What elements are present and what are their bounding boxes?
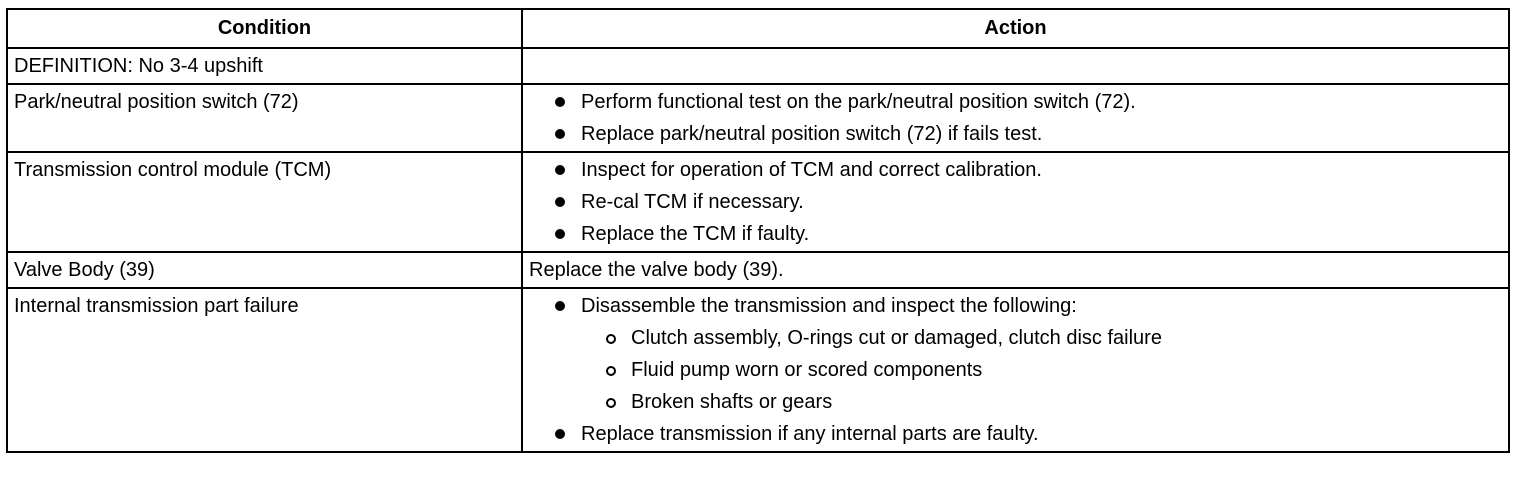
condition-header: Condition <box>7 9 522 48</box>
hollow-circle-bullet-icon <box>606 334 616 344</box>
hollow-circle-bullet-icon <box>606 398 616 408</box>
action-cell <box>522 288 1509 452</box>
condition-cell: Park/neutral position switch (72) <box>7 84 522 152</box>
action-text: Replace the TCM if faulty. <box>581 223 810 245</box>
condition-cell: Internal transmission part failure <box>7 288 522 452</box>
definition-row <box>7 48 1509 84</box>
table-row <box>7 288 1509 452</box>
action-list <box>529 86 1508 150</box>
table-row <box>7 252 1509 288</box>
action-text: Inspect for operation of TCM and correct calibration. <box>581 159 1042 181</box>
action-list <box>529 154 1508 250</box>
action-text: Replace park/neutral position switch (72) if fails test. <box>581 123 1043 145</box>
sub-action-list <box>581 322 1508 418</box>
action-item <box>551 118 1508 150</box>
table-row <box>7 84 1509 152</box>
table-row <box>7 152 1509 252</box>
filled-circle-bullet-icon <box>555 301 565 311</box>
sub-action-text: Clutch assembly, O-rings cut or damaged, clutch disc failure <box>631 327 1162 349</box>
action-cell: Replace the valve body (39). <box>522 252 1509 288</box>
action-text: Replace transmission if any internal parts are faulty. <box>581 423 1039 445</box>
action-item <box>551 290 1508 418</box>
action-item <box>551 218 1508 250</box>
action-item <box>551 418 1508 450</box>
action-cell <box>522 152 1509 252</box>
filled-circle-bullet-icon <box>555 97 565 107</box>
filled-circle-bullet-icon <box>555 129 565 139</box>
definition-cell: DEFINITION: No 3-4 upshift <box>7 48 522 84</box>
action-list <box>529 290 1508 450</box>
filled-circle-bullet-icon <box>555 429 565 439</box>
action-header: Action <box>522 9 1509 48</box>
condition-cell: Valve Body (39) <box>7 252 522 288</box>
action-cell <box>522 84 1509 152</box>
action-text: Perform functional test on the park/neutral position switch (72). <box>581 91 1136 113</box>
hollow-circle-bullet-icon <box>606 366 616 376</box>
action-item <box>551 154 1508 186</box>
sub-action-text: Broken shafts or gears <box>631 391 833 413</box>
sub-action-item <box>601 386 1508 418</box>
condition-cell: Transmission control module (TCM) <box>7 152 522 252</box>
action-item <box>551 86 1508 118</box>
filled-circle-bullet-icon <box>555 165 565 175</box>
sub-action-text: Fluid pump worn or scored components <box>631 359 983 381</box>
diagnosis-table <box>6 8 1510 453</box>
filled-circle-bullet-icon <box>555 197 565 207</box>
header-row <box>7 9 1509 48</box>
definition-action-cell <box>522 48 1509 84</box>
sub-action-item <box>601 322 1508 354</box>
action-text: Disassemble the transmission and inspect the following: <box>581 295 1077 317</box>
action-item <box>551 186 1508 218</box>
filled-circle-bullet-icon <box>555 229 565 239</box>
action-text: Re-cal TCM if necessary. <box>581 191 804 213</box>
sub-action-item <box>601 354 1508 386</box>
